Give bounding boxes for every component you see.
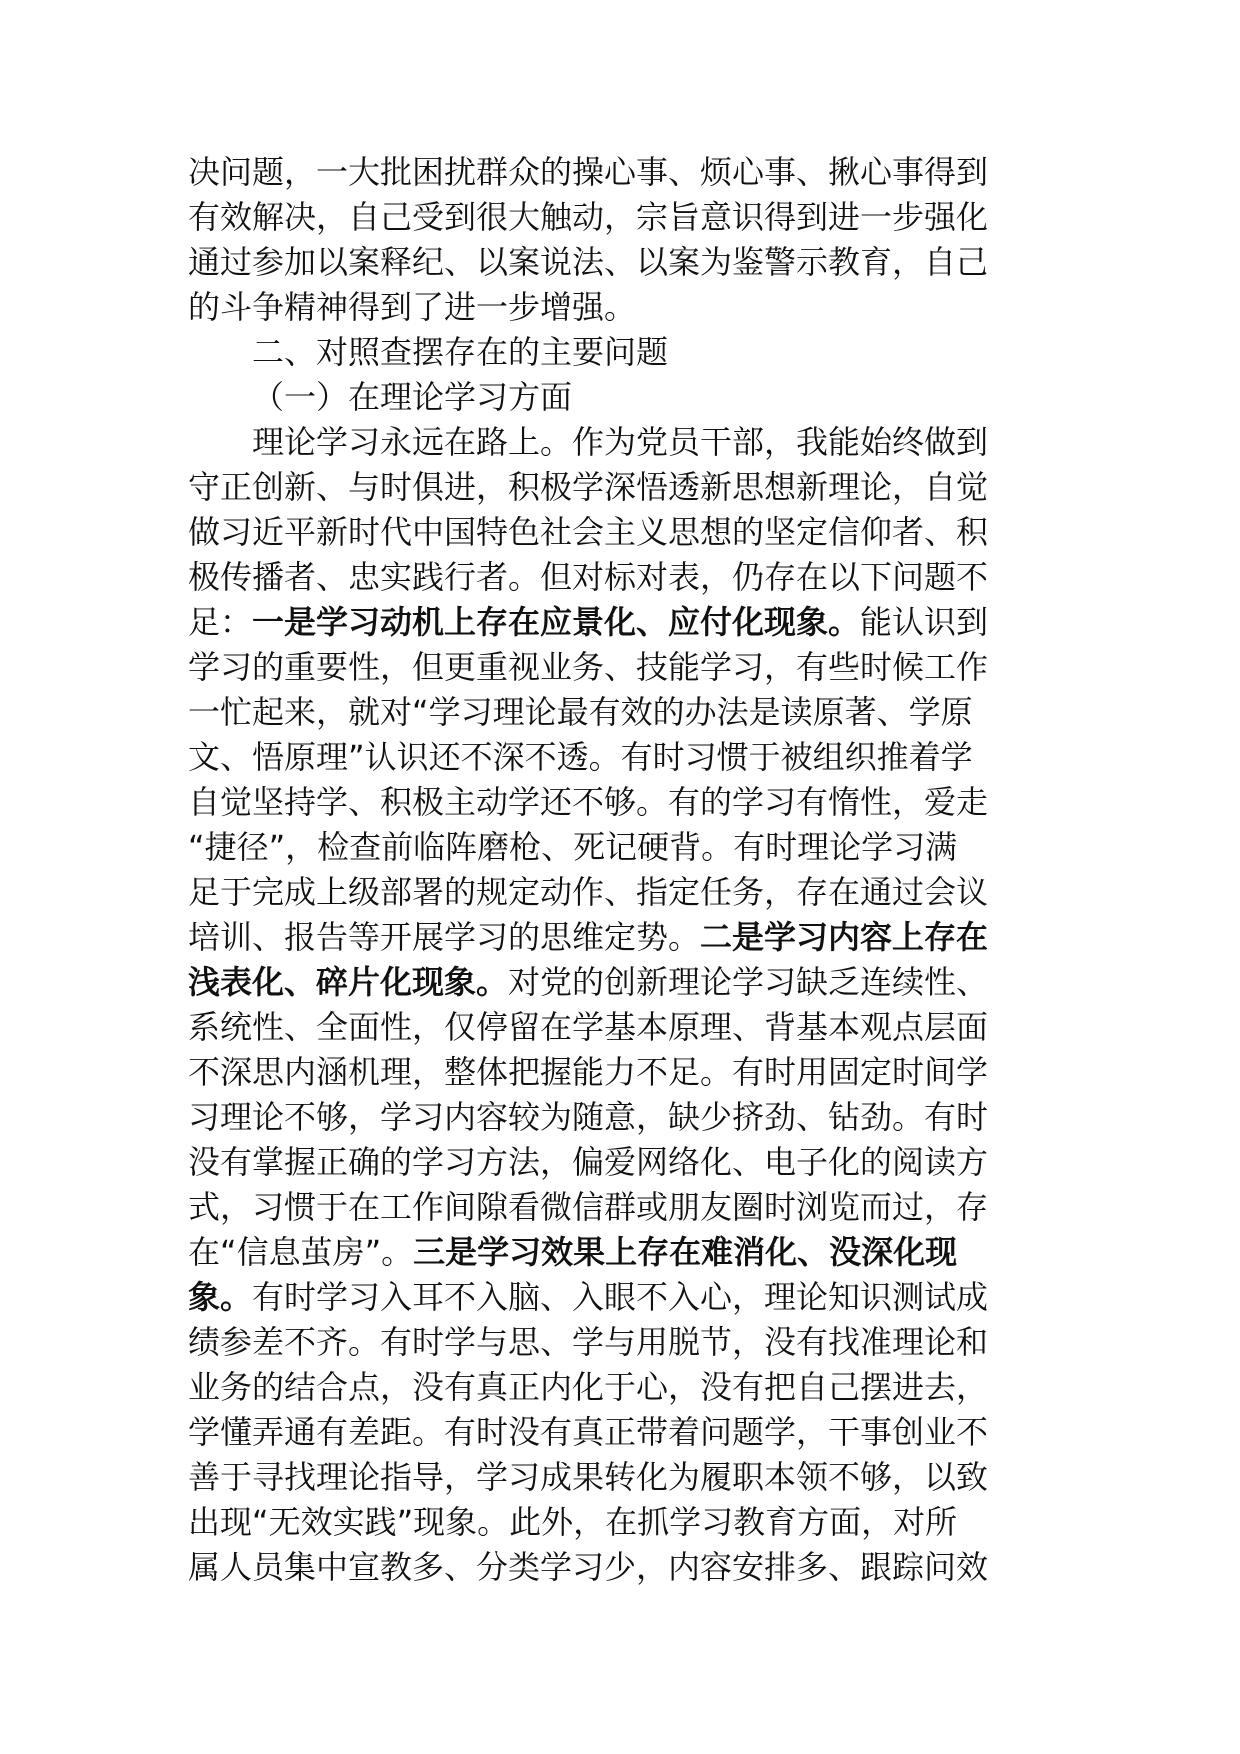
body-text: 能认识到	[860, 603, 989, 641]
text-line	[188, 375, 1068, 420]
bold-heading-text: 浅表化、碎片化现象。	[188, 963, 509, 1001]
text-line	[188, 465, 1068, 510]
body-text: 足：	[188, 603, 253, 641]
body-text: 通过参加以案释纪、以案说法、以案为鉴警示教育，自己	[188, 243, 989, 281]
text-line	[188, 330, 1068, 375]
body-text: 式，习惯于在工作间隙看微信群或朋友圈时浏览而过，存	[188, 1188, 989, 1226]
text-line	[188, 1545, 1068, 1590]
body-text: 有时学习入耳不入脑、入眼不入心，理论知识测试成	[252, 1278, 989, 1316]
text-line	[188, 1005, 1068, 1050]
body-text: 文、悟原理”认识还不深不透。有时习惯于被组织推着学	[188, 738, 973, 776]
text-line	[188, 690, 1068, 735]
body-text: 守正创新、与时俱进，积极学深悟透新思想新理论，自觉	[188, 468, 989, 506]
text-line	[188, 1095, 1068, 1140]
body-text: 决问题，一大批困扰群众的操心事、烦心事、揪心事得到	[188, 153, 989, 191]
bold-heading-text: 一是学习动机上存在应景化、应付化现象。	[252, 603, 861, 641]
body-text: 在“信息茧房”。	[188, 1233, 414, 1271]
body-text: 习理论不够，学习内容较为随意，缺少挤劲、钻劲。有时	[188, 1098, 989, 1136]
body-text: 属人员集中宣教多、分类学习少，内容安排多、跟踪问效	[188, 1548, 989, 1586]
body-text: 系统性、全面性，仅停留在学基本原理、背基本观点层面	[188, 1008, 989, 1046]
bold-heading-text: 三是学习效果上存在难消化、没深化现	[413, 1233, 958, 1271]
text-line	[188, 1230, 1068, 1275]
text-line	[188, 1500, 1068, 1545]
text-line	[188, 1185, 1068, 1230]
body-text: 学懂弄通有差距。有时没有真正带着问题学，干事创业不	[188, 1413, 989, 1451]
body-text: 足于完成上级部署的规定动作、指定任务，存在通过会议	[188, 873, 989, 911]
text-line	[188, 150, 1068, 195]
text-line	[188, 240, 1068, 285]
body-text: 的斗争精神得到了进一步增强。	[188, 288, 637, 326]
bold-heading-text: 二是学习内容上存在	[700, 918, 989, 956]
text-line	[188, 1320, 1068, 1365]
body-text: 理论学习永远在路上。作为党员干部，我能始终做到	[252, 423, 989, 461]
body-text: 对党的创新理论学习缺乏连续性、	[508, 963, 989, 1001]
text-line	[188, 420, 1068, 465]
text-line	[188, 285, 1068, 330]
body-text: 极传播者、忠实践行者。但对标对表，仍存在以下问题不	[188, 558, 989, 596]
body-text: （一）在理论学习方面	[252, 378, 573, 416]
text-line	[188, 195, 1068, 240]
body-text: 绩参差不齐。有时学与思、学与用脱节，没有找准理论和	[188, 1323, 989, 1361]
text-line	[188, 645, 1068, 690]
text-line	[188, 1050, 1068, 1095]
text-line	[188, 510, 1068, 555]
text-line	[188, 1365, 1068, 1410]
text-line	[188, 1455, 1068, 1500]
document-body	[188, 150, 1068, 1590]
body-text: 业务的结合点，没有真正内化于心，没有把自己摆进去，	[188, 1368, 989, 1406]
body-text: 不深思内涵机理，整体把握能力不足。有时用固定时间学	[188, 1053, 989, 1091]
body-text: “捷径”，检查前临阵磨枪、死记硬背。有时理论学习满	[188, 828, 958, 866]
text-line	[188, 600, 1068, 645]
body-text: 自觉坚持学、积极主动学还不够。有的学习有惰性，爱走	[188, 783, 989, 821]
text-line	[188, 1275, 1068, 1320]
body-text: 学习的重要性，但更重视业务、技能学习，有些时候工作	[188, 648, 989, 686]
text-line	[188, 735, 1068, 780]
text-line	[188, 780, 1068, 825]
body-text: 培训、报告等开展学习的思维定势。	[188, 918, 701, 956]
text-line	[188, 1410, 1068, 1455]
body-text: 没有掌握正确的学习方法，偏爱网络化、电子化的阅读方	[188, 1143, 989, 1181]
body-text: 善于寻找理论指导，学习成果转化为履职本领不够，以致	[188, 1458, 989, 1496]
text-line	[188, 825, 1068, 870]
body-text: 出现“无效实践”现象。此外，在抓学习教育方面，对所	[188, 1503, 958, 1541]
body-text: 二、对照查摆存在的主要问题	[252, 333, 669, 371]
text-line	[188, 960, 1068, 1005]
text-line	[188, 555, 1068, 600]
text-line	[188, 870, 1068, 915]
text-line	[188, 1140, 1068, 1185]
text-line	[188, 915, 1068, 960]
body-text: 有效解决，自己受到很大触动，宗旨意识得到进一步强化	[188, 198, 989, 236]
body-text: 一忙起来，就对“学习理论最有效的办法是读原著、学原	[188, 693, 973, 731]
body-text: 做习近平新时代中国特色社会主义思想的坚定信仰者、积	[188, 513, 989, 551]
bold-heading-text: 象。	[188, 1278, 253, 1316]
